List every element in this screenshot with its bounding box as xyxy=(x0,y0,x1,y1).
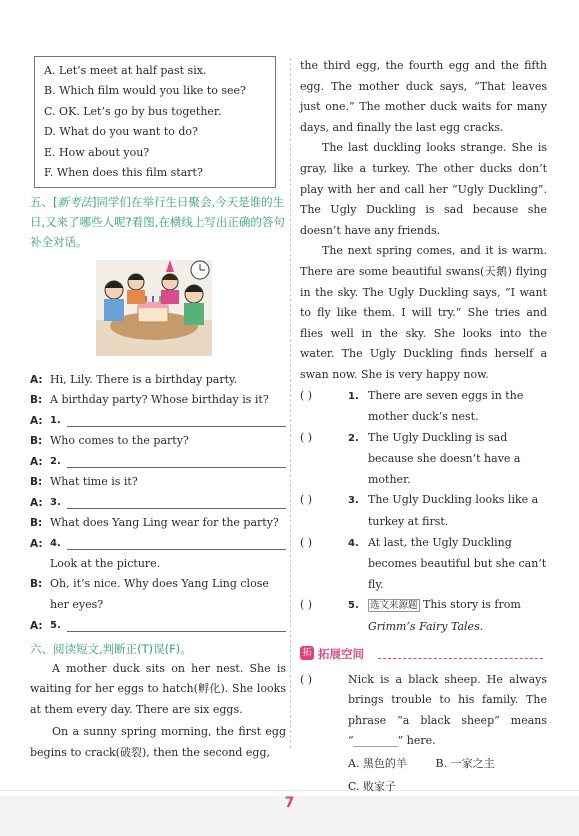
tf-item-3: ( ) 3. The Ugly Duckling looks like a turkey at first. xyxy=(300,490,547,532)
answer-paren[interactable]: ( ) xyxy=(300,535,313,549)
tf-item-4: ( ) 4. At last, the Ugly Duckling becomes beautiful but she can’t fly. xyxy=(300,533,547,596)
dialogue-line: A: Hi, Lily. There is a birthday party. xyxy=(30,372,238,386)
answer-paren[interactable]: ( ) xyxy=(300,493,313,507)
dialogue-line: B: What does Yang Ling wear for the party? xyxy=(30,516,279,530)
option-b: B. Which film would you like to see? xyxy=(44,84,246,98)
option-d: D. What do you want to do? xyxy=(44,125,198,139)
extension-icon: 拓 xyxy=(300,646,314,660)
option-c: C. OK. Let’s go by bus together. xyxy=(44,104,222,118)
answer-line-1: A: 1. xyxy=(30,410,286,431)
right-column xyxy=(300,56,547,797)
dialogue-line: Look at the picture. xyxy=(50,557,161,571)
answer-paren[interactable]: ( ) xyxy=(300,388,313,402)
story-paragraph-1: A mother duck sits on her nest. She is waiting for her eggs to hatch(孵化). She looks at them every day. There are six eggs. xyxy=(30,661,286,716)
choice-a: A. 黑色的羊 xyxy=(348,757,407,770)
answer-line-3: A: 3. xyxy=(30,492,286,513)
column-divider xyxy=(290,58,291,748)
answer-blank-1[interactable] xyxy=(67,413,286,427)
story-paragraph-3: The last duckling looks strange. She is gray, like a turkey. The other ducks don’t play with her and call her “Ugly Duckling”. The Ugly Duckling is sad because she doesn’t have any friends. xyxy=(300,141,547,237)
answer-blank-2[interactable] xyxy=(67,454,286,468)
option-e: E. How about you? xyxy=(44,145,150,159)
task5-tag: 新考法 xyxy=(57,195,92,210)
answer-line-5: A: 5. xyxy=(30,615,286,636)
birthday-party-illustration xyxy=(96,260,212,356)
extension-choices-ab xyxy=(300,754,547,775)
extension-dash-line xyxy=(378,658,543,659)
tf-item-1: ( ) 1. There are seven eggs in the mother duck’s nest. xyxy=(300,386,547,428)
story-paragraph-2-cont: the third egg, the fourth egg and the fifth egg. The mother duck says, “That leaves just one.” The mother duck waits for many days, and finally the last egg cracks. xyxy=(300,59,547,134)
dialogue-line: B: What time is it? xyxy=(30,475,138,489)
answer-blank-4[interactable] xyxy=(67,536,286,550)
dialogue-line: B: Who comes to the party? xyxy=(30,434,189,448)
answer-paren[interactable]: ( ) xyxy=(300,672,313,686)
answer-line-4: A: 4. xyxy=(30,533,286,554)
answer-blank-5[interactable] xyxy=(67,618,286,632)
tf-item-2: ( ) 2. The Ugly Duckling is sad because she doesn’t have a mother. xyxy=(300,428,547,491)
dialogue-line: B: Oh, it’s nice. Why does Yang Ling close her eyes? xyxy=(30,577,269,611)
task5-heading: 五、[新考法]同学们在举行生日聚会,今天是谁的生日,又来了哪些人呢?看图,在横线上写出正确的答句补全对话。 xyxy=(30,195,285,250)
answer-line-2: A: 2. xyxy=(30,451,286,472)
dialogue-line: B: A birthday party? Whose birthday is it? xyxy=(30,393,269,407)
extension-question: ( ) Nick is a black sheep. He always brings trouble to his family. The phrase “a black sheep” means “________” here. xyxy=(300,670,547,752)
story-paragraph-2-start: On a sunny spring morning, the first egg begins to crack(破裂), then the second egg, xyxy=(30,725,286,759)
tf-item-5: ( ) 5. 选文来源题 This story is from Grimm’s Fairy Tales. xyxy=(300,595,547,637)
answer-paren[interactable]: ( ) xyxy=(300,430,313,444)
source-tag: 选文来源题 xyxy=(370,600,418,612)
answer-paren[interactable]: ( ) xyxy=(300,598,313,612)
choice-b: B. 一家之主 xyxy=(435,757,495,770)
extension-header xyxy=(300,644,547,666)
choice-c: C. 败家子 xyxy=(348,779,397,793)
story-paragraph-4: The next spring comes, and it is warm. There are some beautiful swans(天鹅) flying in the sky. The Ugly Duckling says, “I want to fly like them. I will try.” She tries and flies well in the sky. She looks into the water. The Ugly Duckling finds herself a swan now. She is very happy now. xyxy=(300,244,547,381)
option-a: A. Let’s meet at half past six. xyxy=(44,64,207,77)
page-number: 7 xyxy=(284,795,295,811)
task6-heading: 六、阅读短文,判断正(T)误(F)。 xyxy=(30,641,192,656)
left-column xyxy=(30,52,286,763)
options-box xyxy=(34,56,276,188)
option-f: F. When does this film start? xyxy=(44,166,203,180)
answer-blank-3[interactable] xyxy=(67,495,286,509)
extension-title: 拓展空间 xyxy=(318,646,364,661)
